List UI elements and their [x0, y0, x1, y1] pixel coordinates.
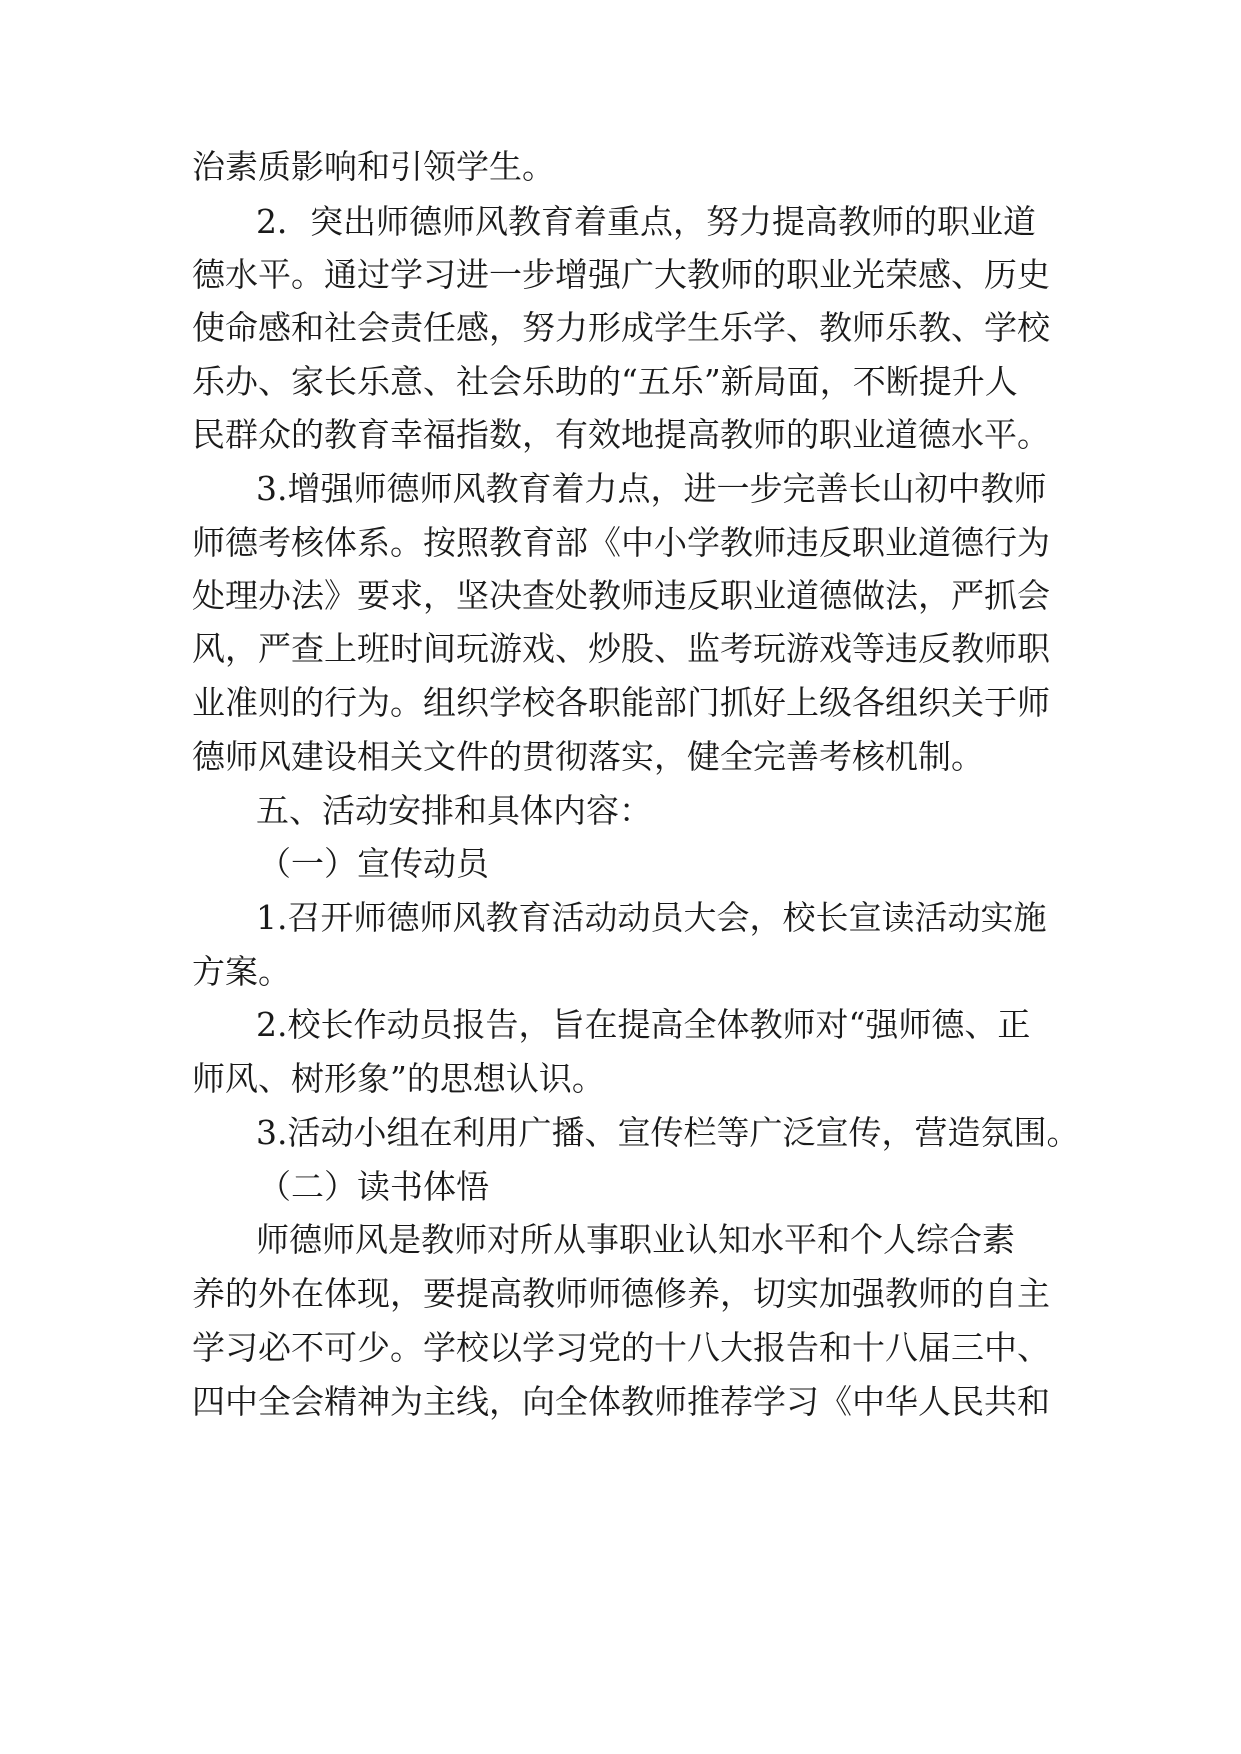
subsection-heading: （二）读书体悟	[258, 1167, 489, 1206]
section-heading: 五、活动安排和具体内容：	[256, 791, 652, 830]
paragraph-line: 师德考核体系。按照教育部《中小学教师违反职业道德行为	[192, 523, 1050, 562]
paragraph-line: 方案。	[192, 952, 291, 991]
paragraph-line: 养的外在体现，要提高教师师德修养，切实加强教师的自主	[192, 1274, 1050, 1313]
paragraph-line: 师德师风是教师对所从事职业认知水平和个人综合素	[256, 1220, 1015, 1259]
paragraph-line: 3.增强师德师风教育着力点，进一步完善长山初中教师	[256, 469, 1047, 508]
paragraph-line: 治素质影响和引领学生。	[192, 147, 555, 186]
paragraph-line: 学习必不可少。学校以学习党的十八大报告和十八届三中、	[192, 1328, 1050, 1367]
subsection-heading: （一）宣传动员	[258, 844, 489, 883]
paragraph-line: 3.活动小组在利用广播、宣传栏等广泛宣传，营造氛围。	[256, 1113, 1080, 1152]
paragraph-line: 四中全会精神为主线，向全体教师推荐学习《中华人民共和	[192, 1382, 1050, 1421]
paragraph-line: 使命感和社会责任感，努力形成学生乐学、教师乐教、学校	[192, 308, 1050, 347]
paragraph-line: 乐办、家长乐意、社会乐助的“五乐”新局面，不断提升人	[192, 362, 1018, 401]
paragraph-line: 业准则的行为。组织学校各职能部门抓好上级各组织关于师	[192, 683, 1050, 722]
paragraph-line: 师风、树形象”的思想认识。	[192, 1059, 605, 1098]
paragraph-line: 德师风建设相关文件的贯彻落实，健全完善考核机制。	[192, 737, 984, 776]
paragraph-line: 2.校长作动员报告，旨在提高全体教师对“强师德、正	[256, 1005, 1031, 1044]
paragraph-line: 处理办法》要求，坚决查处教师违反职业道德做法，严抓会	[192, 576, 1050, 615]
paragraph-line: 1.召开师德师风教育活动动员大会，校长宣读活动实施	[256, 898, 1047, 937]
paragraph-line: 德水平。通过学习进一步增强广大教师的职业光荣感、历史	[192, 255, 1050, 294]
paragraph-line: 民群众的教育幸福指数，有效地提高教师的职业道德水平。	[192, 415, 1050, 454]
paragraph-line: 2．突出师德师风教育着重点，努力提高教师的职业道	[256, 202, 1036, 241]
paragraph-line: 风，严查上班时间玩游戏、炒股、监考玩游戏等违反教师职	[192, 629, 1050, 668]
